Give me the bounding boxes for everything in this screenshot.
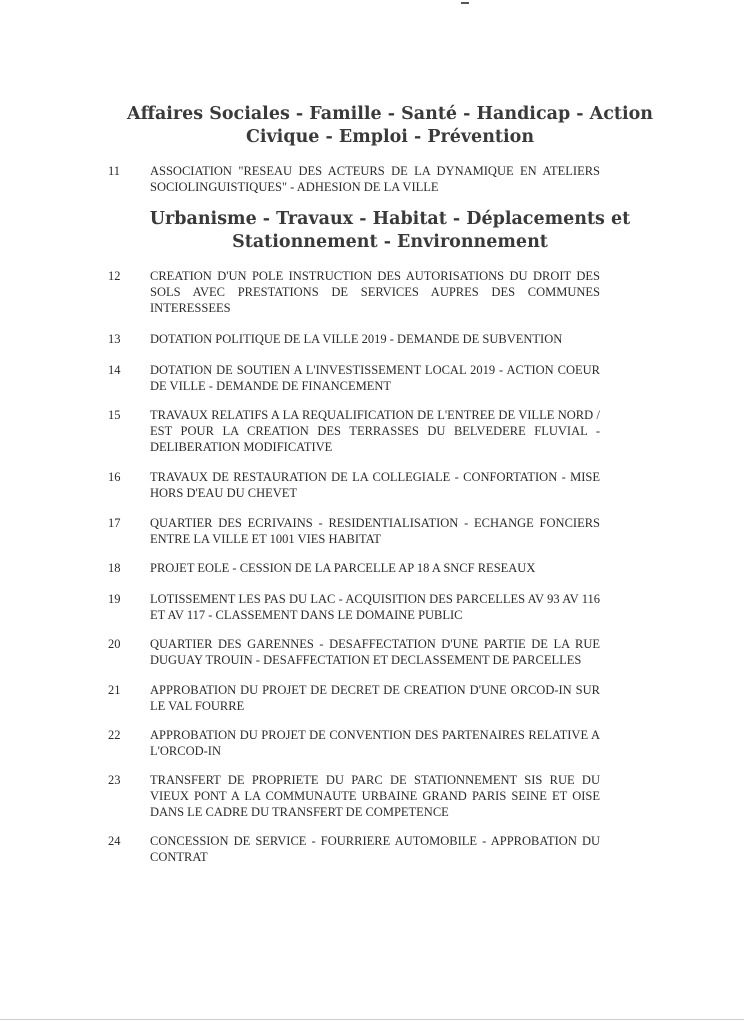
item-number: 11: [108, 164, 121, 178]
item-text: CONCESSION DE SERVICE - FOURRIERE AUTOMOBILE - APPROBATION DU CONTRAT: [150, 834, 600, 864]
item-number: 18: [108, 561, 121, 575]
item-text: CREATION D'UN POLE INSTRUCTION DES AUTORISATIONS DU DROIT DES SOLS AVEC PRESTATIONS DE SERVICES AUPRES DES COMMUNES INTERESSEES: [150, 269, 600, 315]
item-text: DOTATION DE SOUTIEN A L'INVESTISSEMENT LOCAL 2019 - ACTION COEUR DE VILLE - DEMANDE DE FINANCEMENT: [150, 363, 600, 393]
item-number: 12: [108, 269, 121, 283]
item-number: 24: [108, 834, 121, 848]
section-heading-urbanisme: Urbanisme - Travaux - Habitat - Déplacements et Stationnement - Environnement: [149, 209, 631, 252]
item-text: PROJET EOLE - CESSION DE LA PARCELLE AP 18 A SNCF RESEAUX: [150, 561, 536, 575]
item-text: TRANSFERT DE PROPRIETE DU PARC DE STATIONNEMENT SIS RUE DU VIEUX PONT A LA COMMUNAUTE URBAINE GRAND PARIS SEINE ET OISE DANS LE CADRE DU TRANSFERT DE COMPETENCE: [150, 773, 600, 819]
item-text: APPROBATION DU PROJET DE DECRET DE CREATION D'UNE ORCOD-IN SUR LE VAL FOURRE: [150, 683, 600, 713]
item-text: ASSOCIATION "RESEAU DES ACTEURS DE LA DYNAMIQUE EN ATELIERS SOCIOLINGUISTIQUES" - ADHESION DE LA VILLE: [150, 164, 600, 194]
item-number: 21: [108, 683, 121, 697]
item-number: 23: [108, 773, 121, 787]
scan-mark: [461, 2, 469, 4]
section-heading-affaires-sociales: Affaires Sociales - Famille - Santé - Handicap - Action Civique - Emploi - Prévention: [127, 104, 653, 147]
item-text: QUARTIER DES GARENNES - DESAFFECTATION D'UNE PARTIE DE LA RUE DUGUAY TROUIN - DESAFFECTATION ET DECLASSEMENT DE PARCELLES: [150, 637, 600, 667]
item-number: 13: [108, 332, 121, 346]
item-number: 16: [108, 470, 121, 484]
item-number: 17: [108, 516, 121, 530]
item-text: TRAVAUX RELATIFS A LA REQUALIFICATION DE L'ENTREE DE VILLE NORD / EST POUR LA CREATION DES TERRASSES DU BELVEDERE FLUVIAL - DELIBERATION MODIFICATIVE: [150, 408, 600, 454]
item-text: APPROBATION DU PROJET DE CONVENTION DES PARTENAIRES RELATIVE A L'ORCOD-IN: [150, 728, 600, 758]
item-text: QUARTIER DES ECRIVAINS - RESIDENTIALISATION - ECHANGE FONCIERS ENTRE LA VILLE ET 1001 VIES HABITAT: [150, 516, 600, 546]
item-text: LOTISSEMENT LES PAS DU LAC - ACQUISITION DES PARCELLES AV 93 AV 116 ET AV 117 - CLASSEMENT DANS LE DOMAINE PUBLIC: [150, 592, 600, 622]
item-text: DOTATION POLITIQUE DE LA VILLE 2019 - DEMANDE DE SUBVENTION: [150, 332, 563, 346]
scan-edge-divider: [0, 1019, 744, 1020]
item-number: 15: [108, 408, 121, 422]
item-number: 14: [108, 363, 121, 377]
item-number: 19: [108, 592, 121, 606]
item-number: 22: [108, 728, 121, 742]
item-number: 20: [108, 637, 121, 651]
item-text: TRAVAUX DE RESTAURATION DE LA COLLEGIALE - CONFORTATION - MISE HORS D'EAU DU CHEVET: [150, 470, 600, 500]
